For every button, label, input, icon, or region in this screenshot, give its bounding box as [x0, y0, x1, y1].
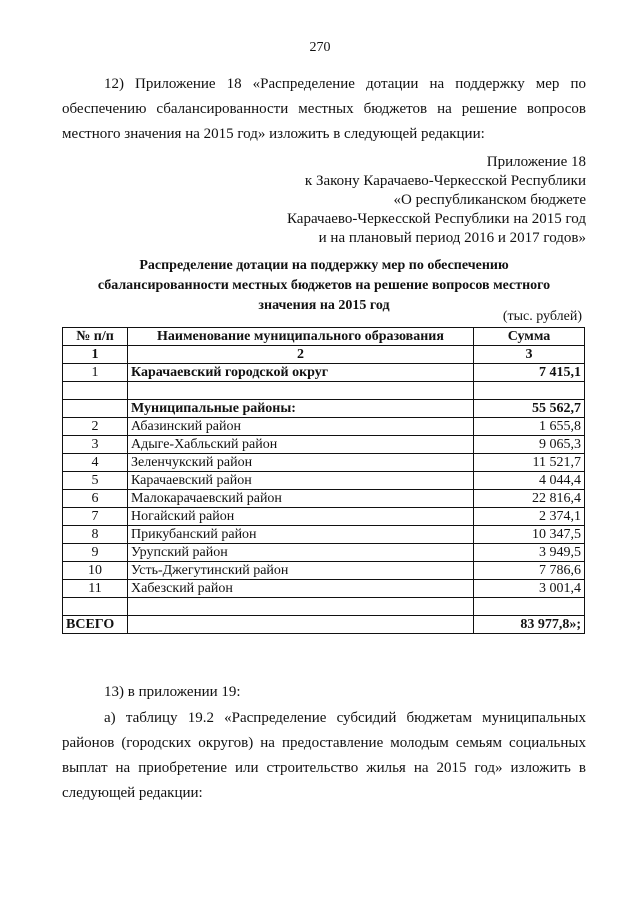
row-sum: 1 655,8	[474, 418, 585, 436]
row-number: 10	[63, 562, 128, 580]
col-number-1: 1	[63, 346, 128, 364]
row-sum: 3 001,4	[474, 580, 585, 598]
row-sum: 3 949,5	[474, 544, 585, 562]
appendix-heading	[226, 153, 586, 248]
row-number: 6	[63, 490, 128, 508]
row-name: Хабезский район	[128, 580, 474, 598]
budget-table	[62, 327, 585, 634]
empty-cell	[63, 382, 128, 400]
appendix-line-3: «О республиканском бюджете	[393, 192, 586, 208]
appendix-line-5: и на плановый период 2016 и 2017 годов»	[318, 230, 586, 246]
table-row	[63, 418, 585, 436]
table-row	[63, 490, 585, 508]
row-number: 2	[63, 418, 128, 436]
table-row	[63, 580, 585, 598]
row-name: Абазинский район	[128, 418, 474, 436]
empty-cell	[474, 382, 585, 400]
header-number: № п/п	[63, 328, 128, 346]
row-sum: 7 415,1	[474, 364, 585, 382]
col-number-3: 3	[474, 346, 585, 364]
appendix-line-2: к Закону Карачаево-Черкесской Республики	[304, 173, 586, 189]
row-sum: 22 816,4	[474, 490, 585, 508]
row-name: Зеленчукский район	[128, 454, 474, 472]
page-number: 270	[309, 40, 331, 55]
units-label: (тыс. рублей)	[502, 309, 582, 324]
empty-cell	[63, 598, 128, 616]
table-row	[63, 544, 585, 562]
appendix-line-4: Карачаево-Черкесской Республики на 2015 год	[287, 211, 586, 227]
table-row	[63, 526, 585, 544]
total-label: ВСЕГО	[63, 616, 128, 634]
row-name: Карачаевский городской округ	[128, 364, 474, 382]
row-number: 8	[63, 526, 128, 544]
row-name: Усть-Джегутинский район	[128, 562, 474, 580]
row-name: Урупский район	[128, 544, 474, 562]
table-title-line-3: значения на 2015 год	[258, 298, 390, 313]
row-name: Ногайский район	[128, 508, 474, 526]
table-row	[63, 436, 585, 454]
row-number: 9	[63, 544, 128, 562]
table-title-line-2: сбалансированности местных бюджетов на решение вопросов местного	[97, 278, 551, 293]
table-title	[62, 256, 586, 316]
row-name: Адыге-Хабльский район	[128, 436, 474, 454]
header-name: Наименование муниципального образования	[128, 328, 474, 346]
row-sum: 10 347,5	[474, 526, 585, 544]
table-row-districts-header	[63, 400, 585, 418]
empty-cell	[128, 382, 474, 400]
row-number: 11	[63, 580, 128, 598]
table-row	[63, 472, 585, 490]
paragraph-13: 13) в приложении 19:	[104, 684, 241, 700]
row-number: 3	[63, 436, 128, 454]
districts-header-name: Муниципальные районы:	[128, 400, 474, 418]
table-row-empty	[63, 598, 585, 616]
header-sum: Сумма	[474, 328, 585, 346]
column-number-row	[63, 346, 585, 364]
total-sum: 83 977,8»;	[474, 616, 585, 634]
row-sum: 4 044,4	[474, 472, 585, 490]
districts-header-sum: 55 562,7	[474, 400, 585, 418]
empty-cell	[128, 616, 474, 634]
table-row	[63, 508, 585, 526]
col-number-2: 2	[128, 346, 474, 364]
table-row-total	[63, 616, 585, 634]
table-row-empty	[63, 382, 585, 400]
row-number: 5	[63, 472, 128, 490]
table-row	[63, 562, 585, 580]
empty-cell	[474, 598, 585, 616]
row-sum: 2 374,1	[474, 508, 585, 526]
empty-cell	[128, 598, 474, 616]
row-sum: 9 065,3	[474, 436, 585, 454]
row-name: Карачаевский район	[128, 472, 474, 490]
paragraph-12: 12) Приложение 18 «Распределение дотации на поддержку мер по обеспечению сбалансированности местных бюджетов на решение вопросов местного значения на 2015 год» изложить в следующей редакции:	[62, 76, 586, 142]
appendix-line-1: Приложение 18	[486, 154, 586, 170]
row-sum: 7 786,6	[474, 562, 585, 580]
table-row	[63, 454, 585, 472]
table-row-city	[63, 364, 585, 382]
row-name: Малокарачаевский район	[128, 490, 474, 508]
empty-cell	[63, 400, 128, 418]
table-header-row	[63, 328, 585, 346]
paragraph-a: а) таблицу 19.2 «Распределение субсидий бюджетам муниципальных районов (городских округов) на предоставление молодым семьям социальных выплат на приобретение или строительство жилья на 2015 год» изложить в следующей редакции:	[62, 710, 586, 801]
row-name: Прикубанский район	[128, 526, 474, 544]
row-number: 1	[63, 364, 128, 382]
row-number: 7	[63, 508, 128, 526]
row-sum: 11 521,7	[474, 454, 585, 472]
table-title-line-1: Распределение дотации на поддержку мер по обеспечению	[139, 258, 509, 273]
row-number: 4	[63, 454, 128, 472]
